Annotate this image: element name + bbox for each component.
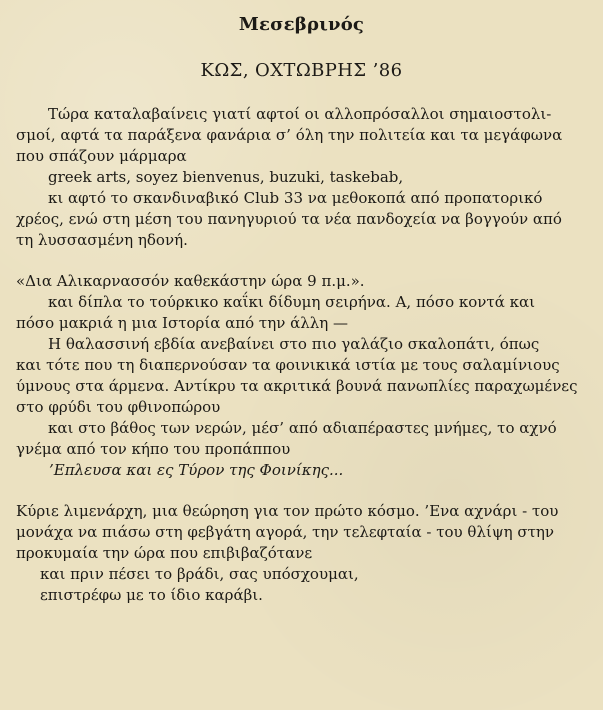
poem-line: στο φρύδι του φθινοπώρου — [16, 398, 221, 416]
poem-line: greek arts, soyez bienvenus, buzuki, taskebab, — [48, 168, 404, 186]
poem-line: γνέμα από τον κήπο του προπάππου — [16, 440, 291, 458]
poem-line: μονάχα να πιάσω στη φεβγάτη αγορά, την τελεφταία - του θλίψη στην — [16, 523, 554, 541]
poem-line: ύμνους στα άρμενα. Αντίκρυ τα ακριτικά βουνά πανωπλίες παραχωμένες — [16, 377, 578, 395]
stanza-gap — [16, 481, 587, 501]
poem-line: Κύριε λιμενάρχη, μια θεώρηση για τον πρώτο κόσμο. ’Ενα αχνάρι - του — [16, 502, 559, 520]
poem-line: και δίπλα το τούρκικο καΐκι δίδυμη σειρήνα. Α, πόσο κοντά και — [48, 293, 535, 311]
poem-line: και πριν πέσει το βράδι, σας υπόσχουμαι, — [40, 565, 359, 583]
stanza-gap — [16, 251, 587, 271]
poem-line: Τώρα καταλαβαίνεις γιατί αφτοί οι αλλοπρόσαλλοι σημαιοστολι- — [48, 105, 552, 123]
poem-line: τη λυσσασμένη ηδονή. — [16, 231, 188, 249]
poem-line: πόσο μακριά η μια Ιστορία από την άλλη — — [16, 314, 349, 332]
poem-line: και τότε που τη διαπερνούσαν τα φοινικικά ιστία με τους σαλαμίνιους — [16, 356, 560, 374]
poem-subtitle: ΚΩΣ, ΟΧΤΩΒΡΗΣ ’86 — [200, 60, 403, 81]
poem-line: που σπάζουν μάρμαρα — [16, 147, 187, 165]
poem-line: «Δια Αλικαρνασσόν καθεκάστην ώρα 9 π.μ.». — [16, 272, 365, 290]
poem-line: και στο βάθος των νερών, μέσ’ από αδιαπέραστες μνήμες, το αχνό — [48, 419, 557, 437]
poem-line: Η θαλασσινή εβδία ανεβαίνει στο πιο γαλάζιο σκαλοπάτι, όπως — [48, 335, 540, 353]
poem-line: προκυμαία την ώρα που επιβιβαζότανε — [16, 544, 313, 562]
poem-line: επιστρέφω με το ίδιο καράβι. — [40, 586, 263, 604]
poem-title: Μεσεβρινός — [238, 14, 365, 35]
poem-line: χρέος, ενώ στη μέση του πανηγυριού τα νέα πανδοχεία να βογγούν από — [16, 210, 562, 228]
poem-line: σμοί, αφτά τα παράξενα φανάρια σ’ όλη την πολιτεία και τα μεγάφωνα — [16, 126, 563, 144]
poem-line: κι αφτό το σκανδιναβικό Club 33 να μεθοκοπά από προπατορικό — [48, 189, 543, 207]
poem-body — [16, 104, 587, 606]
poem-line: ’Επλευσα και ες Τύρον της Φοινίκης... — [49, 461, 344, 479]
